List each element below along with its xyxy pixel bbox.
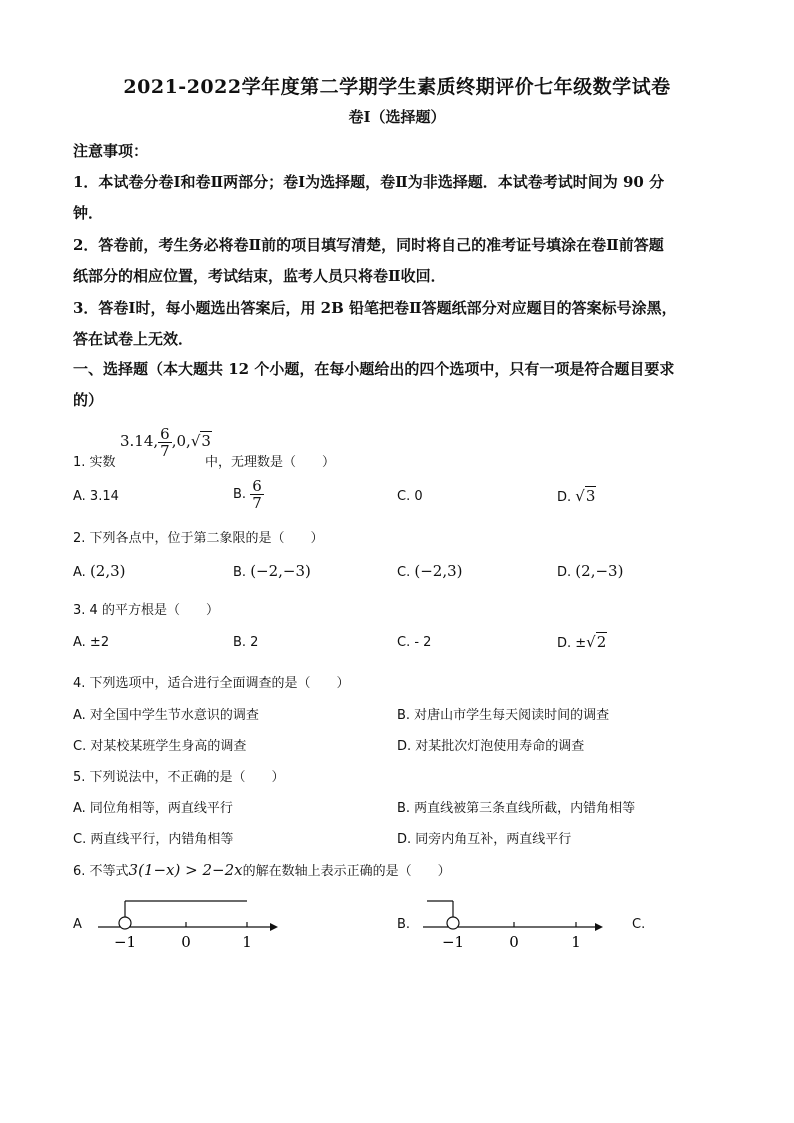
note-2-line-2: 纸部分的相应位置，考试结束，监考人员只将卷Ⅱ收回． [73, 267, 446, 285]
q4-option-d[interactable]: D. 对某批次灯泡使用寿命的调查 [397, 739, 585, 754]
q1-set-sqrt: √3 [190, 432, 211, 450]
section-subtitle: 卷Ⅰ（选择题） [348, 108, 446, 126]
tick-label-1: 1 [242, 933, 252, 951]
q6-option-a-label[interactable]: A [73, 917, 82, 932]
q2-option-c[interactable]: C. (−2,3) [397, 562, 463, 580]
note-1-line-2: 钟． [73, 204, 104, 222]
q2-option-b[interactable]: B. (−2,−3) [233, 562, 311, 580]
note-3-line-2: 答在试卷上无效． [73, 330, 194, 348]
q6-option-b-label[interactable]: B. [397, 917, 411, 932]
q6-numberline-a[interactable] [90, 893, 290, 953]
q5-option-d[interactable]: D. 同旁内角互补，两直线平行 [397, 832, 572, 847]
q2-option-d[interactable]: D. (2,−3) [557, 562, 624, 580]
notes-heading: 注意事项： [73, 142, 149, 160]
q1-number-set: 3.14, $\frac{6}{7}$ ,0,√3 [120, 425, 211, 460]
q2-option-a[interactable]: A. (2,3) [73, 562, 126, 580]
section-heading-line-1: 一、选择题（本大题共 12 个小题，在每小题给出的四个选项中，只有一项是符合题目要求 [73, 360, 675, 378]
q1-option-d[interactable]: D. √3 [557, 487, 596, 505]
q6-inequality: 3(1−x) > 2−2x [128, 861, 243, 879]
q5-option-a[interactable]: A. 同位角相等，两直线平行 [73, 801, 233, 816]
tick-label-0: 0 [509, 933, 519, 951]
q5-option-b[interactable]: B. 两直线被第三条直线所截，内错角相等 [397, 801, 636, 816]
q6-option-c-label[interactable]: C. [632, 917, 646, 932]
q6-numberline-b[interactable] [415, 893, 615, 953]
section-heading-line-2: 的） [73, 391, 104, 409]
q5-option-c[interactable]: C. 两直线平行，内错角相等 [73, 832, 234, 847]
note-2-line-1: 2．答卷前，考生务必将卷Ⅱ前的项目填写清楚，同时将自己的准考证号填涂在卷Ⅱ前答题 [73, 236, 664, 254]
q1-suffix: 中，无理数是（ ） [205, 455, 336, 470]
q4-option-c[interactable]: C. 对某校某班学生身高的调查 [73, 739, 247, 754]
q1-prefix: 1. 实数 [73, 455, 116, 470]
question-5: 5. 下列说法中，不正确的是（ ） [73, 770, 285, 785]
q3-option-b[interactable]: B. 2 [233, 635, 259, 650]
question-2: 2. 下列各点中，位于第二象限的是（ ） [73, 531, 324, 546]
q4-option-a[interactable]: A. 对全国中学生节水意识的调查 [73, 708, 259, 723]
q1-option-c[interactable]: C. 0 [397, 489, 423, 504]
q1-option-b[interactable]: B. $\frac{6}{7}$ [233, 477, 262, 512]
note-1-line-1: 1．本试卷分卷Ⅰ和卷Ⅱ两部分；卷Ⅰ为选择题，卷Ⅱ为非选择题．本试卷考试时间为 90 分 [73, 173, 665, 191]
tick-label-0: 0 [181, 933, 191, 951]
tick-label-1: 1 [571, 933, 581, 951]
note-3-line-1: 3．答卷Ⅰ时，每小题选出答案后，用 2B 铅笔把卷Ⅱ答题纸部分对应题目的答案标号涂黑， [73, 299, 677, 317]
tick-label-neg1: −1 [441, 933, 465, 951]
q1-option-a[interactable]: A. 3.14 [73, 489, 119, 504]
q3-option-d[interactable]: D. ±√2 [557, 633, 607, 651]
q4-option-b[interactable]: B. 对唐山市学生每天阅读时间的调查 [397, 708, 610, 723]
q3-option-a[interactable]: A. ±2 [73, 635, 110, 650]
question-1 [73, 451, 116, 470]
page-title: 2021-2022学年度第二学期学生素质终期评价七年级数学试卷 [123, 76, 671, 98]
tick-label-neg1: −1 [113, 933, 137, 951]
q3-option-c[interactable]: C. - 2 [397, 635, 432, 650]
question-6: 6. 不等式3(1−x) > 2−2x的解在数轴上表示正确的是（ ） [73, 861, 451, 879]
question-4: 4. 下列选项中，适合进行全面调查的是（ ） [73, 676, 350, 691]
question-3: 3. 4 的平方根是（ ） [73, 603, 219, 618]
